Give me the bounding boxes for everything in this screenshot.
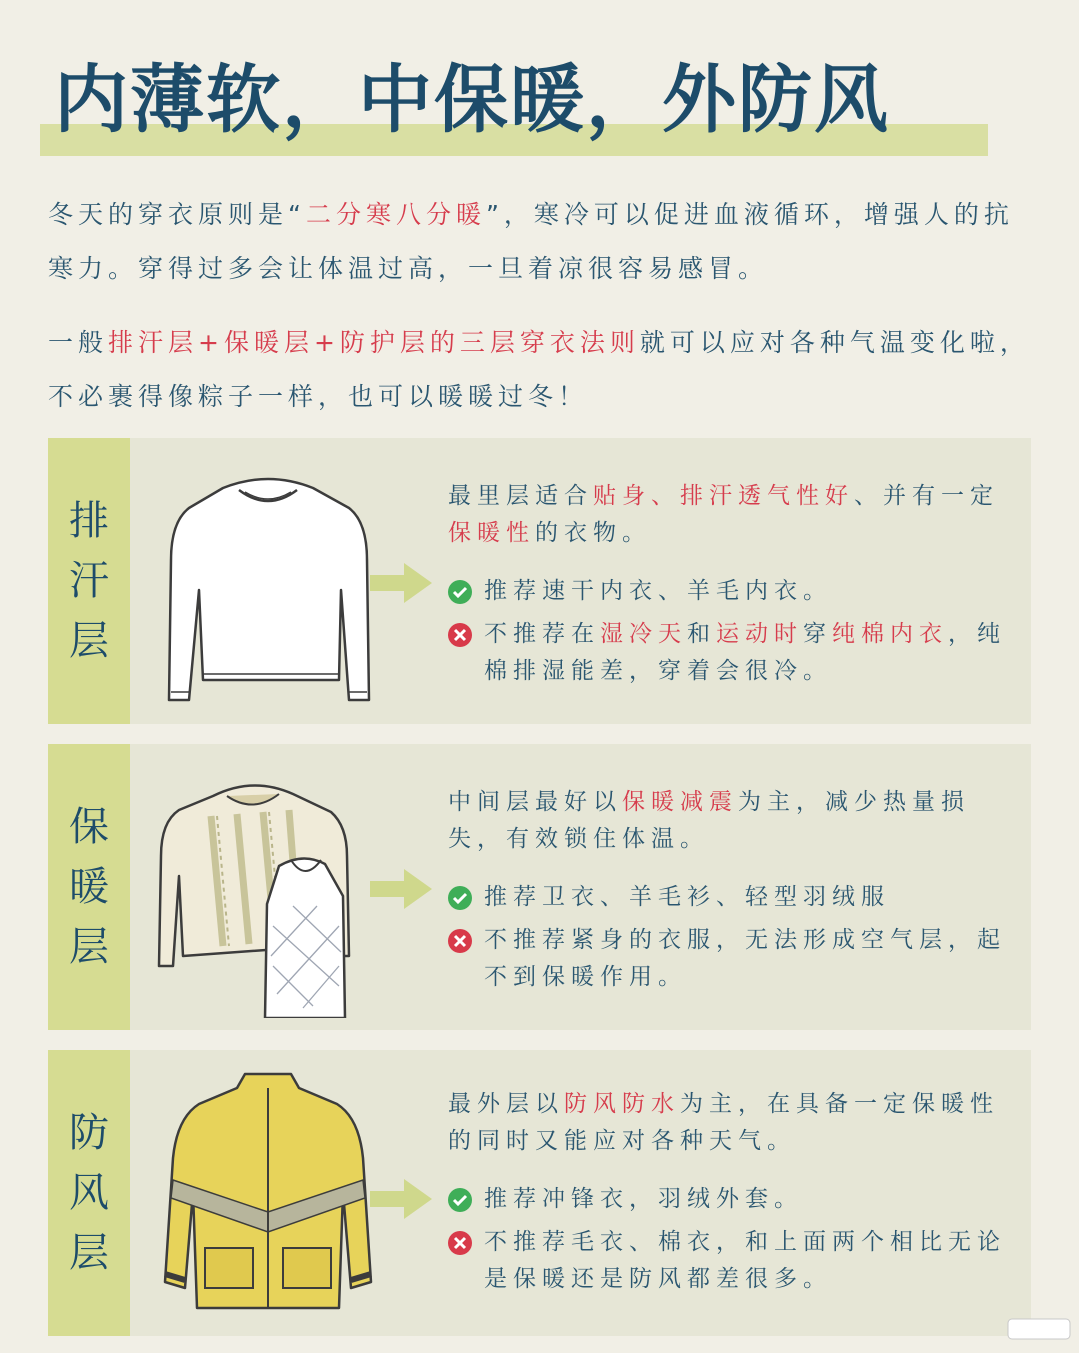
not-recommend-text: 不推荐紧身的衣服，无法形成空气层，起不到保暖作用。 [484, 927, 1006, 990]
sweater-icon [153, 450, 383, 712]
cross-icon [448, 929, 472, 953]
desc-segment: 的衣物。 [535, 520, 651, 546]
layer-label [48, 744, 130, 1030]
no-highlight: 运动时 [716, 621, 803, 647]
page-title: 内薄软，中保暖，外防风 [54, 57, 890, 143]
intro-highlight: 排汗层+保暖层+防护层的三层穿衣法则 [108, 328, 640, 357]
check-icon [448, 1188, 472, 1212]
desc-text [448, 478, 1008, 552]
arrow-right-icon [370, 559, 434, 607]
no-segment: 和 [687, 621, 716, 647]
intro-text: 冬天的穿衣原则是“ [48, 200, 306, 229]
jacket-icon [153, 1062, 383, 1324]
desc-text [448, 1086, 1008, 1160]
no-segment: 不推荐在 [484, 621, 600, 647]
desc-segment: 最里层适合 [448, 483, 593, 509]
desc-highlight: 保暖减震 [622, 789, 738, 815]
desc-segment: 、并有一定 [854, 483, 999, 509]
no-highlight: 湿冷天 [600, 621, 687, 647]
no-highlight: 纯棉内衣 [832, 621, 948, 647]
layer-label-char: 风 [69, 1170, 109, 1216]
layer-description [448, 784, 1008, 996]
recommend-text: 推荐卫衣、羊毛衫、轻型羽绒服 [484, 884, 890, 910]
layer-label-char: 保 [69, 804, 109, 850]
layer-label [48, 438, 130, 724]
knit-sweater-vest-icon [153, 756, 383, 1018]
layer-label-char: 汗 [69, 558, 109, 604]
layer-description [448, 1086, 1008, 1298]
desc-text [448, 784, 1008, 858]
check-icon [448, 580, 472, 604]
cross-icon [448, 623, 472, 647]
recommend-row [448, 573, 1008, 610]
layer-label-char: 层 [69, 618, 109, 664]
intro-text: 就可以应对各种气温变化啦，不必裹得像粽子一样，也可以暖暖过冬！ [48, 328, 1030, 411]
recommend-row [448, 879, 1008, 916]
not-recommend-row [448, 616, 1008, 690]
arrow-right-icon [370, 865, 434, 913]
cross-icon [448, 1231, 472, 1255]
layer-label [48, 1050, 130, 1336]
title-block [40, 52, 988, 158]
check-icon [448, 886, 472, 910]
scrollbar-handle[interactable] [1007, 1318, 1071, 1340]
layer-card-sweat [48, 438, 1031, 724]
intro-text: 一般 [48, 328, 109, 357]
desc-highlight: 防风防水 [564, 1091, 680, 1117]
intro-text: ”，寒冷可以促进血液循环，增强人的抗寒力。穿得过多会让体温过高，一旦着凉很容易感冒。 [48, 200, 1014, 283]
arrow-right-icon [370, 1175, 434, 1223]
layer-label-char: 排 [69, 498, 109, 544]
layer-card-warm [48, 744, 1031, 1030]
desc-segment: 为主，减少热量损失，有效锁住体温。 [448, 789, 970, 852]
not-recommend-row [448, 922, 1008, 996]
desc-segment: 最外层以 [448, 1091, 564, 1117]
no-segment: 穿 [803, 621, 832, 647]
recommend-row [448, 1181, 1008, 1218]
layer-card-wind [48, 1050, 1031, 1336]
layer-label-char: 层 [69, 924, 109, 970]
intro-paragraph-1 [48, 188, 1038, 296]
desc-highlight: 保暖性 [448, 520, 535, 546]
intro-highlight: 二分寒八分暖 [305, 200, 486, 229]
not-recommend-row [448, 1224, 1008, 1298]
recommend-text: 推荐速干内衣、羊毛内衣。 [484, 578, 832, 604]
layer-description [448, 478, 1008, 690]
intro-paragraph-2 [48, 316, 1038, 424]
recommend-text: 推荐冲锋衣，羽绒外套。 [484, 1186, 803, 1212]
layer-label-char: 层 [69, 1230, 109, 1276]
not-recommend-text: 不推荐毛衣、棉衣，和上面两个相比无论是保暖还是防风都差很多。 [484, 1229, 1006, 1292]
no-segment: ，纯棉排湿能差，穿着会很冷。 [484, 621, 1006, 684]
desc-segment: 中间层最好以 [448, 789, 622, 815]
layer-label-char: 暖 [69, 864, 109, 910]
layer-label-char: 防 [69, 1110, 109, 1156]
desc-highlight: 贴身、排汗透气性好 [593, 483, 854, 509]
desc-segment: 为主，在具备一定保暖性的同时又能应对各种天气。 [448, 1091, 999, 1154]
